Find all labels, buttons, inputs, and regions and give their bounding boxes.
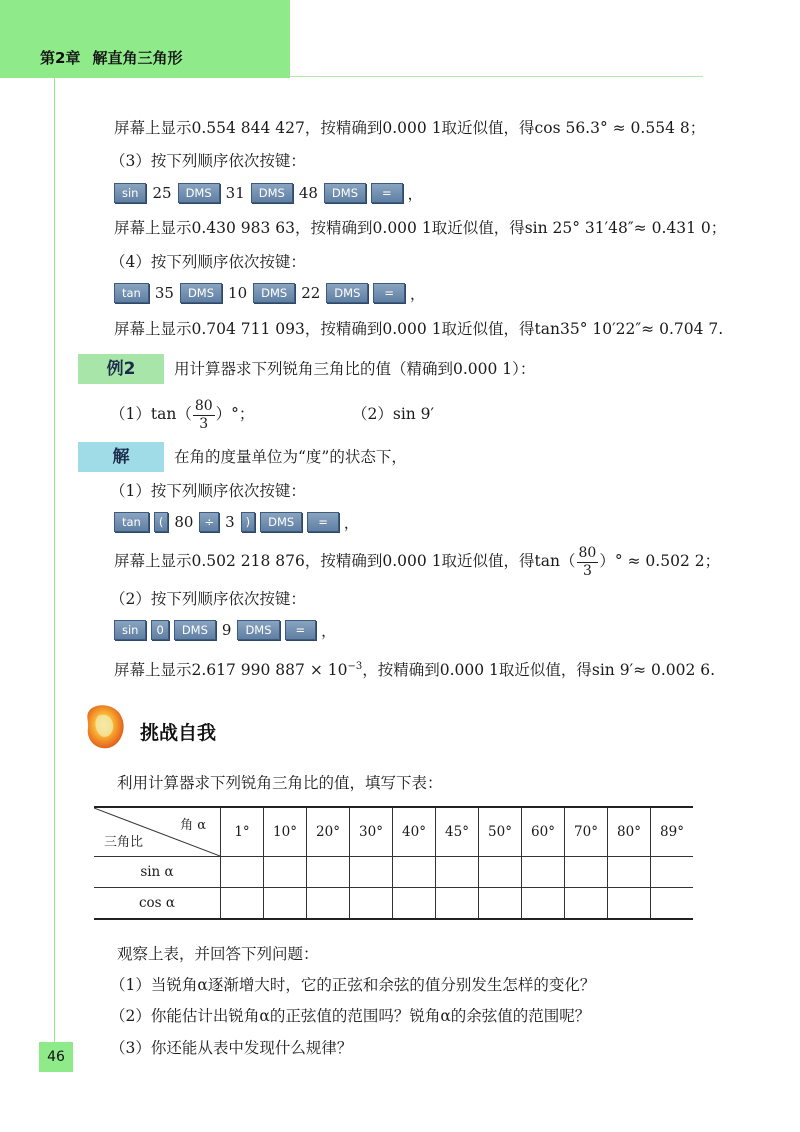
table-cell[interactable] <box>393 857 436 888</box>
key-sequence <box>114 282 425 304</box>
dms-key: DMS <box>174 620 216 640</box>
angle-header: 1° <box>221 807 264 857</box>
right-paren-key: ) <box>241 512 256 532</box>
example-part-1-prefix: （1）tan（ <box>110 405 192 423</box>
text-line: 屏幕上显示0.704 711 093，按精确到0.000 1取近似值，得tan35° 10′22″≈ 0.704 7. <box>114 320 724 338</box>
table-cell[interactable] <box>221 857 264 888</box>
row-label: cos α <box>94 888 221 920</box>
key-number: 22 <box>301 284 321 302</box>
fraction-numerator: 80 <box>194 397 213 414</box>
table-header-row <box>94 807 693 857</box>
key-sequence <box>114 511 359 533</box>
chapter-number: 第2章 <box>40 49 81 67</box>
table-cell[interactable] <box>651 888 694 920</box>
solution-text: 在角的度量单位为“度”的状态下， <box>174 448 407 466</box>
table-cell[interactable] <box>522 857 565 888</box>
example-part-1 <box>110 396 254 432</box>
key-number: 35 <box>154 284 174 302</box>
key-number: 10 <box>228 284 248 302</box>
table-cell[interactable] <box>350 888 393 920</box>
exponent: −3 <box>347 661 363 672</box>
result-prefix: 屏幕上显示2.617 990 887 × 10 <box>114 661 348 680</box>
margin-rule <box>54 78 55 1042</box>
page-number: 46 <box>39 1042 73 1072</box>
table-cell[interactable] <box>565 857 608 888</box>
angle-header: 10° <box>264 807 307 857</box>
angle-table <box>94 806 693 920</box>
key-number: 31 <box>225 184 245 202</box>
result-suffix: ）° ≈ 0.502 2； <box>599 552 721 570</box>
table-cell[interactable] <box>651 857 694 888</box>
table-cell[interactable] <box>393 888 436 920</box>
text-line: （2）按下列顺序依次按键： <box>110 590 306 608</box>
equals-key: = <box>285 620 317 640</box>
dms-key: DMS <box>326 283 368 303</box>
text-line: （4）按下列顺序依次按键： <box>110 253 306 271</box>
key-number: 3 <box>225 513 235 531</box>
dms-key: DMS <box>253 283 295 303</box>
fraction-numerator: 80 <box>578 544 597 561</box>
dms-key: DMS <box>180 283 222 303</box>
angle-header: 60° <box>522 807 565 857</box>
equals-key: = <box>371 183 403 203</box>
text-line: 屏幕上显示0.430 983 63，按精确到0.000 1取近似值，得sin 25° 31′48″≈ 0.431 0； <box>114 219 727 237</box>
divide-key: ÷ <box>199 512 219 532</box>
angle-header: 80° <box>608 807 651 857</box>
equals-key: = <box>373 283 405 303</box>
table-cell[interactable] <box>479 888 522 920</box>
zero-key: 0 <box>151 620 168 640</box>
table-cell[interactable] <box>565 888 608 920</box>
punctuation: ， <box>407 184 423 203</box>
table-cell[interactable] <box>221 888 264 920</box>
text-line: （3）按下列顺序依次按键： <box>110 152 306 170</box>
key-number: 48 <box>298 184 318 202</box>
table-cell[interactable] <box>436 857 479 888</box>
question-intro: 观察上表，并回答下列问题： <box>117 945 319 963</box>
table-row <box>94 888 693 920</box>
fraction-denominator: 3 <box>582 562 592 579</box>
question-3: （3）你还能从表中发现什么规律？ <box>110 1039 353 1057</box>
angle-header: 30° <box>350 807 393 857</box>
header-rule <box>290 76 703 77</box>
chapter-title: 解直角三角形 <box>92 49 183 67</box>
result-prefix: 屏幕上显示0.502 218 876，按精确到0.000 1取近似值，得tan（ <box>114 552 576 570</box>
table-row <box>94 857 693 888</box>
punctuation: ， <box>321 621 337 640</box>
tan-key: tan <box>114 512 149 532</box>
question-1: （1）当锐角α逐渐增大时，它的正弦和余弦的值分别发生怎样的变化？ <box>110 976 596 994</box>
sin-key: sin <box>114 183 146 203</box>
fraction-denominator: 3 <box>199 415 209 432</box>
key-number: 80 <box>174 513 194 531</box>
example-tag: 例2 <box>78 354 164 384</box>
angle-header: 40° <box>393 807 436 857</box>
corner-cell <box>94 807 221 857</box>
example-part-1-suffix: ）°； <box>215 405 255 423</box>
angle-header: 50° <box>479 807 522 857</box>
chapter-heading <box>40 47 182 68</box>
text-line: （1）按下列顺序依次按键： <box>110 482 306 500</box>
corner-top-label: 角 α <box>180 818 206 833</box>
dms-key: DMS <box>260 512 302 532</box>
challenge-intro: 利用计算器求下列锐角三角比的值，填写下表： <box>117 774 443 792</box>
table-cell[interactable] <box>307 888 350 920</box>
dms-key: DMS <box>324 183 366 203</box>
fraction <box>577 545 599 580</box>
dms-key: DMS <box>178 183 220 203</box>
angle-header: 70° <box>565 807 608 857</box>
table-cell[interactable] <box>608 857 651 888</box>
result-suffix: ，按精确到0.000 1取近似值，得sin 9′≈ 0.002 6. <box>362 661 716 680</box>
challenge-title: 挑战自我 <box>140 722 217 744</box>
result-line <box>114 656 715 681</box>
flame-icon <box>80 700 130 752</box>
question-2: （2）你能估计出锐角α的正弦值的范围吗？锐角α的余弦值的范围呢？ <box>110 1007 591 1025</box>
tan-key: tan <box>114 283 149 303</box>
solution-tag: 解 <box>78 442 164 472</box>
corner-bottom-label: 三角比 <box>104 835 144 850</box>
text-line: 屏幕上显示0.554 844 427，按精确到0.000 1取近似值，得cos 56.3° ≈ 0.554 8； <box>114 119 706 137</box>
angle-header: 89° <box>651 807 694 857</box>
row-label: sin α <box>94 857 221 888</box>
sin-key: sin <box>114 620 146 640</box>
left-paren-key: ( <box>154 512 169 532</box>
key-number: 25 <box>152 184 172 202</box>
table-cell[interactable] <box>264 888 307 920</box>
example-part-2: （2）sin 9′ <box>352 405 435 423</box>
table-cell[interactable] <box>479 857 522 888</box>
key-number: 9 <box>221 621 232 639</box>
table-cell[interactable] <box>264 857 307 888</box>
key-sequence <box>114 182 423 204</box>
table-cell[interactable] <box>522 888 565 920</box>
example-text: 用计算器求下列锐角三角比的值（精确到0.000 1）： <box>174 360 536 378</box>
equals-key: = <box>307 512 339 532</box>
punctuation: ， <box>343 513 359 532</box>
angle-header: 20° <box>307 807 350 857</box>
table-cell[interactable] <box>350 857 393 888</box>
fraction <box>193 398 215 433</box>
key-sequence <box>114 619 336 641</box>
punctuation: ， <box>410 284 426 303</box>
dms-key: DMS <box>251 183 293 203</box>
result-line <box>114 542 720 580</box>
dms-key: DMS <box>237 620 279 640</box>
angle-header: 45° <box>436 807 479 857</box>
table-cell[interactable] <box>608 888 651 920</box>
table-cell[interactable] <box>307 857 350 888</box>
table-cell[interactable] <box>436 888 479 920</box>
